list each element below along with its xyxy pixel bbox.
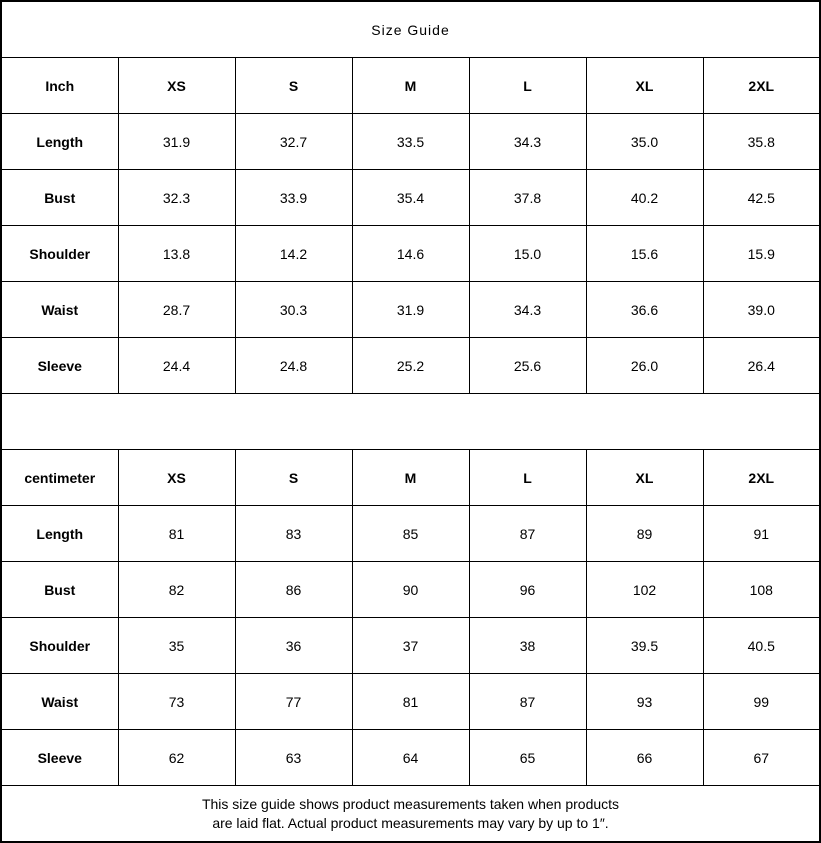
measurement-cell: 67 bbox=[703, 730, 820, 786]
measurement-cell: 37 bbox=[352, 618, 469, 674]
measurement-cell: 38 bbox=[469, 618, 586, 674]
row-label-bust: Bust bbox=[1, 562, 118, 618]
table-row bbox=[1, 338, 820, 394]
measurement-cell: 89 bbox=[586, 506, 703, 562]
measurement-cell: 108 bbox=[703, 562, 820, 618]
table-row bbox=[1, 226, 820, 282]
measurement-cell: 35.4 bbox=[352, 170, 469, 226]
measurement-cell: 85 bbox=[352, 506, 469, 562]
measurement-cell: 39.0 bbox=[703, 282, 820, 338]
measurement-cell: 30.3 bbox=[235, 282, 352, 338]
measurement-cell: 87 bbox=[469, 674, 586, 730]
row-label-shoulder: Shoulder bbox=[1, 618, 118, 674]
footer-row bbox=[1, 786, 820, 843]
measurement-cell: 81 bbox=[352, 674, 469, 730]
row-label-shoulder: Shoulder bbox=[1, 226, 118, 282]
row-label-waist: Waist bbox=[1, 282, 118, 338]
measurement-cell: 99 bbox=[703, 674, 820, 730]
unit-label-inch: Inch bbox=[1, 58, 118, 114]
row-label-bust: Bust bbox=[1, 170, 118, 226]
measurement-cell: 34.3 bbox=[469, 114, 586, 170]
measurement-cell: 15.6 bbox=[586, 226, 703, 282]
measurement-cell: 83 bbox=[235, 506, 352, 562]
measurement-cell: 63 bbox=[235, 730, 352, 786]
measurement-cell: 102 bbox=[586, 562, 703, 618]
measurement-cell: 40.5 bbox=[703, 618, 820, 674]
table-row bbox=[1, 674, 820, 730]
measurement-cell: 13.8 bbox=[118, 226, 235, 282]
table-row bbox=[1, 562, 820, 618]
table-row bbox=[1, 730, 820, 786]
measurement-cell: 77 bbox=[235, 674, 352, 730]
measurement-cell: 14.2 bbox=[235, 226, 352, 282]
measurement-cell: 36.6 bbox=[586, 282, 703, 338]
measurement-cell: 40.2 bbox=[586, 170, 703, 226]
measurement-cell: 96 bbox=[469, 562, 586, 618]
measurement-cell: 42.5 bbox=[703, 170, 820, 226]
table-row bbox=[1, 282, 820, 338]
row-label-waist: Waist bbox=[1, 674, 118, 730]
measurement-cell: 25.6 bbox=[469, 338, 586, 394]
measurement-cell: 35 bbox=[118, 618, 235, 674]
measurement-cell: 64 bbox=[352, 730, 469, 786]
spacer-cell bbox=[1, 394, 820, 450]
size-header-l: L bbox=[469, 450, 586, 506]
footer-note bbox=[1, 786, 820, 843]
size-header-s: S bbox=[235, 450, 352, 506]
size-header-2xl: 2XL bbox=[703, 58, 820, 114]
measurement-cell: 33.9 bbox=[235, 170, 352, 226]
inch-header-row bbox=[1, 58, 820, 114]
measurement-cell: 15.9 bbox=[703, 226, 820, 282]
size-header-s: S bbox=[235, 58, 352, 114]
title-row bbox=[1, 1, 820, 58]
measurement-cell: 86 bbox=[235, 562, 352, 618]
measurement-cell: 87 bbox=[469, 506, 586, 562]
measurement-cell: 24.8 bbox=[235, 338, 352, 394]
row-label-length: Length bbox=[1, 114, 118, 170]
measurement-cell: 39.5 bbox=[586, 618, 703, 674]
measurement-cell: 35.8 bbox=[703, 114, 820, 170]
table-row bbox=[1, 114, 820, 170]
measurement-cell: 25.2 bbox=[352, 338, 469, 394]
measurement-cell: 81 bbox=[118, 506, 235, 562]
measurement-cell: 36 bbox=[235, 618, 352, 674]
unit-label-centimeter: centimeter bbox=[1, 450, 118, 506]
measurement-cell: 26.0 bbox=[586, 338, 703, 394]
row-label-sleeve: Sleeve bbox=[1, 338, 118, 394]
measurement-cell: 66 bbox=[586, 730, 703, 786]
measurement-cell: 31.9 bbox=[118, 114, 235, 170]
measurement-cell: 65 bbox=[469, 730, 586, 786]
measurement-cell: 15.0 bbox=[469, 226, 586, 282]
measurement-cell: 91 bbox=[703, 506, 820, 562]
measurement-cell: 35.0 bbox=[586, 114, 703, 170]
measurement-cell: 31.9 bbox=[352, 282, 469, 338]
size-header-2xl: 2XL bbox=[703, 450, 820, 506]
size-header-l: L bbox=[469, 58, 586, 114]
size-header-xs: XS bbox=[118, 450, 235, 506]
footer-note-line1: This size guide shows product measurements taken when products bbox=[201, 795, 620, 812]
table-row bbox=[1, 170, 820, 226]
measurement-cell: 62 bbox=[118, 730, 235, 786]
measurement-cell: 26.4 bbox=[703, 338, 820, 394]
measurement-cell: 28.7 bbox=[118, 282, 235, 338]
size-header-xl: XL bbox=[586, 450, 703, 506]
table-row bbox=[1, 506, 820, 562]
measurement-cell: 32.7 bbox=[235, 114, 352, 170]
centimeter-header-row bbox=[1, 450, 820, 506]
measurement-cell: 93 bbox=[586, 674, 703, 730]
measurement-cell: 82 bbox=[118, 562, 235, 618]
table-row bbox=[1, 618, 820, 674]
measurement-cell: 34.3 bbox=[469, 282, 586, 338]
measurement-cell: 90 bbox=[352, 562, 469, 618]
size-header-xs: XS bbox=[118, 58, 235, 114]
measurement-cell: 33.5 bbox=[352, 114, 469, 170]
measurement-cell: 32.3 bbox=[118, 170, 235, 226]
size-header-m: M bbox=[352, 58, 469, 114]
measurement-cell: 14.6 bbox=[352, 226, 469, 282]
spacer-row bbox=[1, 394, 820, 450]
footer-note-line2: are laid flat. Actual product measurements may vary by up to 1″. bbox=[212, 814, 609, 831]
page-title: Size Guide bbox=[1, 1, 820, 58]
size-header-m: M bbox=[352, 450, 469, 506]
row-label-sleeve: Sleeve bbox=[1, 730, 118, 786]
measurement-cell: 24.4 bbox=[118, 338, 235, 394]
row-label-length: Length bbox=[1, 506, 118, 562]
measurement-cell: 73 bbox=[118, 674, 235, 730]
size-header-xl: XL bbox=[586, 58, 703, 114]
measurement-cell: 37.8 bbox=[469, 170, 586, 226]
